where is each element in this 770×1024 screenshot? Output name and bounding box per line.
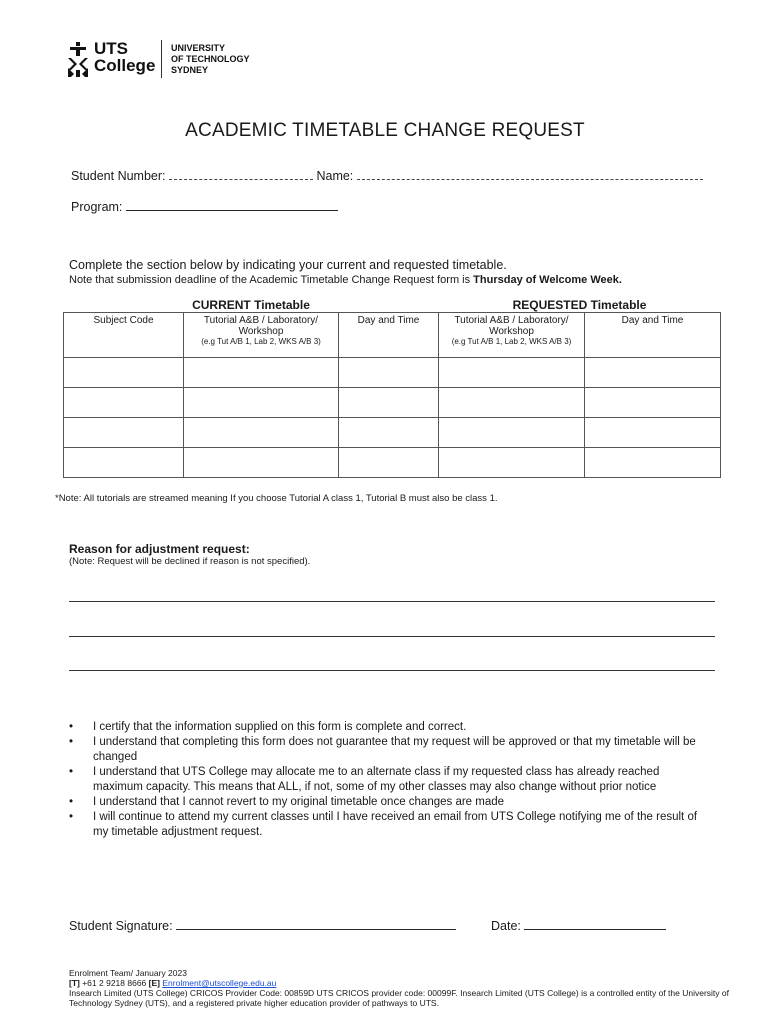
name-field[interactable] bbox=[357, 166, 703, 180]
table-cell[interactable] bbox=[439, 388, 585, 418]
bullet-icon: • bbox=[69, 766, 74, 778]
table-cell[interactable] bbox=[64, 388, 184, 418]
date-field[interactable] bbox=[524, 916, 666, 930]
list-item: • I understand that UTS College may allocate me to an alternate class if my requested class has already reached maximum capacity. This means that ALL, if not, some of my other classes may also change without prior notice bbox=[69, 766, 660, 793]
logo-divider bbox=[161, 40, 162, 78]
footer-legal: Insearch Limited (UTS College) CRICOS Provider Code: 00859D UTS CRICOS provider code: 00099F. Insearch Limited (UTS College) is a controlled entity of the University of Technology Sydney (UTS), and a registered private higher education provider of pathways to UTS. bbox=[69, 988, 729, 1008]
table-row bbox=[64, 418, 721, 448]
table-cell[interactable] bbox=[585, 358, 721, 388]
logo-university-line: UNIVERSITY bbox=[171, 43, 226, 53]
table-cell[interactable] bbox=[64, 448, 184, 478]
table-row bbox=[64, 388, 721, 418]
requested-timetable-header: REQUESTED Timetable bbox=[512, 297, 647, 312]
list-item: • I will continue to attend my current classes until I have received an email from UTS College notifying me of the result of my timetable adjustment request. bbox=[69, 811, 698, 838]
table-cell[interactable] bbox=[339, 448, 439, 478]
tutorial-stream-note: *Note: All tutorials are streamed meaning If you choose Tutorial A class 1, Tutorial B must also be class 1. bbox=[55, 493, 498, 504]
logo-university-text bbox=[171, 43, 250, 76]
date-label: Date: bbox=[491, 919, 521, 933]
uts-emblem-icon bbox=[66, 42, 90, 78]
instructions-line1: Complete the section below by indicating your current and requested timetable. bbox=[69, 258, 507, 272]
signature-field[interactable] bbox=[176, 916, 456, 930]
reason-line[interactable] bbox=[69, 636, 715, 637]
student-number-label: Student Number: bbox=[71, 169, 166, 183]
table-cell[interactable] bbox=[585, 448, 721, 478]
table-column-headers bbox=[64, 313, 721, 358]
email-link[interactable]: Enrolment@utscollege.edu.au bbox=[162, 978, 277, 988]
footer-contact bbox=[69, 978, 729, 988]
table-cell[interactable] bbox=[439, 358, 585, 388]
bullet-icon: • bbox=[69, 736, 74, 748]
student-number-field[interactable] bbox=[169, 166, 313, 180]
table-cell[interactable] bbox=[339, 418, 439, 448]
deadline-note: Note that submission deadline of the Academic Timetable Change Request form is bbox=[69, 274, 474, 286]
timetable-table bbox=[63, 297, 721, 478]
program-label: Program: bbox=[71, 200, 123, 214]
program-row bbox=[71, 197, 338, 214]
bullet-icon: • bbox=[69, 811, 74, 823]
name-label: Name: bbox=[316, 169, 354, 183]
table-cell[interactable] bbox=[184, 388, 339, 418]
table-cell[interactable] bbox=[184, 448, 339, 478]
certification-list bbox=[69, 720, 709, 840]
column-header: Tutorial A&B / Laboratory/ Workshop (e.g Tut A/B 1, Lab 2, WKS A/B 3) bbox=[184, 313, 339, 358]
footer bbox=[69, 968, 729, 1008]
reason-heading: Reason for adjustment request: bbox=[69, 542, 250, 556]
table-row bbox=[64, 358, 721, 388]
uts-college-logo bbox=[66, 40, 266, 80]
list-item: • I understand that I cannot revert to my original timetable once changes are made bbox=[69, 796, 505, 808]
bullet-icon: • bbox=[69, 721, 74, 733]
table-cell[interactable] bbox=[585, 388, 721, 418]
column-header: Day and Time bbox=[585, 313, 721, 358]
reason-line[interactable] bbox=[69, 601, 715, 602]
table-cell[interactable] bbox=[339, 388, 439, 418]
table-cell[interactable] bbox=[184, 418, 339, 448]
column-header: Day and Time bbox=[339, 313, 439, 358]
list-item: • I understand that completing this form does not guarantee that my request will be approved or that my timetable will be changed bbox=[69, 736, 696, 763]
table-cell[interactable] bbox=[585, 418, 721, 448]
deadline-day: Thursday of Welcome Week. bbox=[473, 274, 622, 286]
table-cell[interactable] bbox=[439, 418, 585, 448]
table-cell[interactable] bbox=[64, 418, 184, 448]
phone-label: [T] bbox=[69, 978, 80, 988]
signature-label: Student Signature: bbox=[69, 919, 173, 933]
reason-line[interactable] bbox=[69, 670, 715, 671]
table-cell[interactable] bbox=[339, 358, 439, 388]
column-header: Subject Code bbox=[64, 313, 184, 358]
logo-brand-text bbox=[94, 40, 155, 74]
phone-number: +61 2 9218 8666 bbox=[79, 978, 149, 988]
logo-brand-line2: College bbox=[94, 56, 156, 75]
table-cell[interactable] bbox=[184, 358, 339, 388]
reason-note: (Note: Request will be declined if reason is not specified). bbox=[69, 556, 311, 567]
table-cell[interactable] bbox=[439, 448, 585, 478]
footer-line1: Enrolment Team/ January 2023 bbox=[69, 968, 187, 978]
table-row bbox=[64, 448, 721, 478]
page-title: ACADEMIC TIMETABLE CHANGE REQUEST bbox=[185, 120, 585, 141]
bullet-icon: • bbox=[69, 796, 74, 808]
signature-row bbox=[69, 916, 666, 933]
current-timetable-header: CURRENT Timetable bbox=[192, 297, 310, 312]
logo-university-line: OF TECHNOLOGY bbox=[171, 54, 250, 64]
program-field[interactable] bbox=[126, 197, 338, 211]
list-item: • I certify that the information supplied on this form is complete and correct. bbox=[69, 721, 467, 733]
logo-brand-line1: UTS bbox=[94, 39, 128, 58]
table-cell[interactable] bbox=[64, 358, 184, 388]
student-number-row bbox=[71, 166, 703, 183]
email-label: [E] bbox=[148, 978, 160, 988]
instructions-line2 bbox=[69, 274, 622, 286]
column-header: Tutorial A&B / Laboratory/ Workshop (e.g Tut A/B 1, Lab 2, WKS A/B 3) bbox=[439, 313, 585, 358]
logo-university-line: SYDNEY bbox=[171, 65, 209, 75]
